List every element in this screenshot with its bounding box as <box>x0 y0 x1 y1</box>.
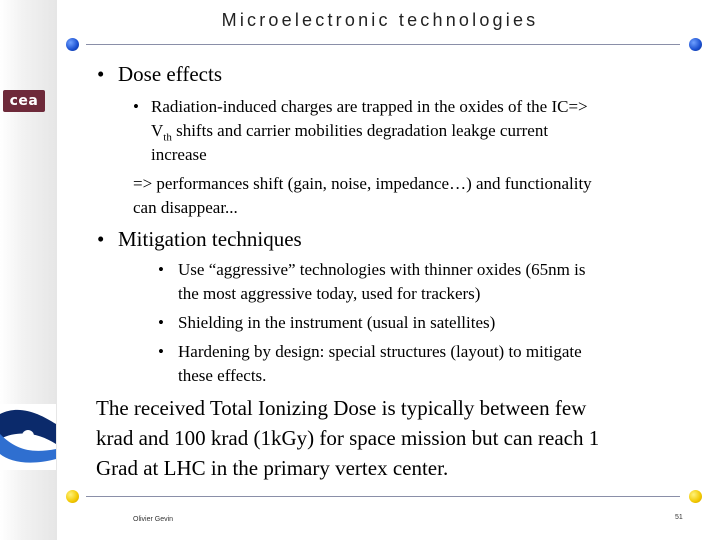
bottom-rule <box>86 496 680 497</box>
slide-title: Microelectronic technologies <box>221 10 539 30</box>
blue-dot-right-icon <box>689 38 702 51</box>
footer-author: Olivier Gevin <box>133 516 174 523</box>
irfu-logo <box>0 404 56 470</box>
yellow-dot-left-icon <box>66 490 79 503</box>
summary-paragraph: The received Total Ionizing Dose is typically between few krad and 100 krad (1kGy) for space mission but can reach 1 Grad at LHC in the primary vertex center. <box>96 396 600 480</box>
page-number: 51 <box>675 514 683 521</box>
cea-logo: cea <box>3 90 45 112</box>
yellow-dot-right-icon <box>689 490 702 503</box>
irfu-logo-icon <box>0 404 56 470</box>
top-rule <box>86 44 680 45</box>
blue-dot-left-icon <box>66 38 79 51</box>
dose-subparagraph: => performances shift (gain, noise, impedance…) and functionality can disappear... <box>133 174 592 217</box>
